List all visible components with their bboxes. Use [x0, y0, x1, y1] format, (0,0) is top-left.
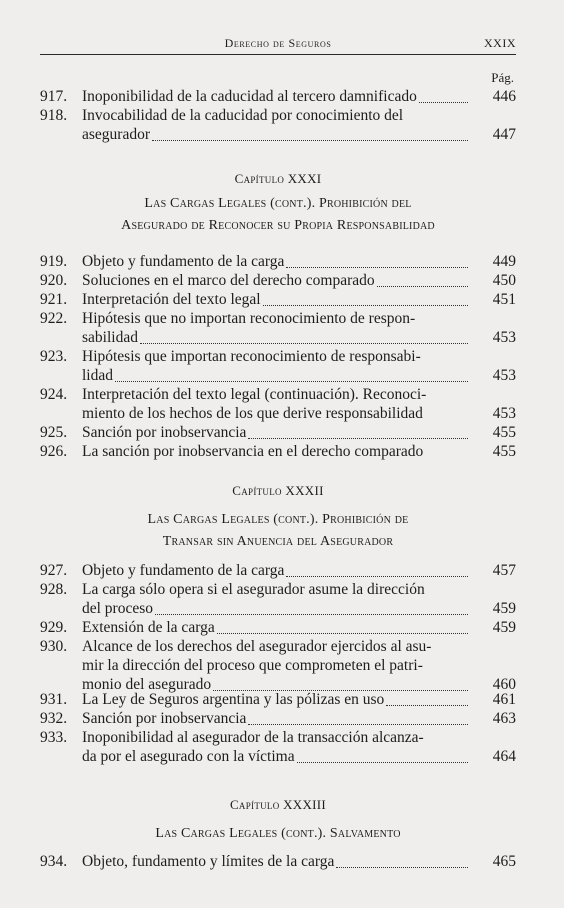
leader-dots [152, 139, 468, 141]
leader-dots [377, 285, 468, 287]
entry-number: 922. [40, 310, 68, 327]
entry-page: 465 [492, 853, 516, 870]
entry-text [82, 852, 470, 871]
entry-text [82, 87, 470, 106]
entry-line: Objeto y fundamento de la carga [82, 562, 285, 579]
entry-page: 446 [492, 88, 516, 105]
entry-number: 930. [40, 638, 68, 655]
entry-page: 455 [492, 443, 516, 460]
toc-entry [40, 87, 516, 106]
entry-text [82, 106, 470, 144]
entry-text [82, 423, 470, 442]
entry-number: 927. [40, 562, 68, 579]
chapter-title-line: Las Cargas Legales (cont.). Prohibición de [147, 512, 409, 527]
page-folio: XXIX [484, 36, 516, 50]
entry-number: 919. [40, 253, 68, 270]
entry-page: 464 [492, 748, 516, 765]
header-rule [40, 54, 516, 55]
entry-page: 453 [492, 329, 516, 346]
entry-line: Extensión de la carga [82, 619, 215, 636]
entry-page: 455 [492, 424, 516, 441]
entry-number: 932. [40, 710, 68, 727]
toc-entry [40, 580, 516, 618]
entry-line: Invocabilidad de la caducidad por conocimiento del [82, 107, 404, 124]
entry-number: 933. [40, 729, 68, 746]
toc-entry [40, 252, 516, 271]
leader-dots [115, 380, 468, 382]
toc-entry [40, 637, 516, 694]
chapter-title-line: Las Cargas Legales (cont.). Prohibición del [144, 196, 412, 211]
leader-dots [286, 266, 468, 268]
leader-dots [263, 304, 468, 306]
entry-line: da por el asegurado con la víctima [82, 748, 295, 765]
entry-line: sabilidad [82, 329, 138, 346]
entry-line: lidad [82, 367, 113, 384]
entry-number: 931. [40, 691, 68, 708]
chapter-heading [40, 483, 516, 553]
entry-page: 460 [492, 676, 516, 693]
entry-line: La sanción por inobservancia en el derecho comparado [82, 443, 424, 460]
entry-text [82, 271, 470, 290]
pag-column-label: Pág. [491, 70, 514, 85]
entry-text [82, 309, 470, 347]
entry-text [82, 637, 470, 694]
entry-page: 461 [492, 691, 516, 708]
entry-text [82, 347, 470, 385]
entry-line: Objeto y fundamento de la carga [82, 253, 285, 270]
entry-line: Sanción por inobservancia [82, 424, 247, 441]
chapter-heading [40, 797, 516, 845]
entry-text [82, 252, 470, 271]
entry-number: 925. [40, 424, 68, 441]
entry-line: Interpretación del texto legal (continuación). Reconoci- [82, 386, 427, 403]
entry-page: 463 [492, 710, 516, 727]
running-title: Derecho de Seguros [224, 36, 332, 50]
entry-number: 920. [40, 272, 68, 289]
chapter-label: Capítulo XXXI [234, 171, 322, 186]
leader-dots [248, 723, 468, 725]
leader-dots [386, 704, 468, 706]
leader-dots [297, 761, 468, 763]
chapter-title [40, 509, 516, 553]
chapter-title-line: Asegurado de Reconocer su Propia Responsabilidad [121, 218, 435, 233]
entry-page: 447 [492, 126, 516, 143]
entry-line: Inoponibilidad al asegurador de la transacción alcanza- [82, 729, 424, 746]
entry-text [82, 709, 470, 728]
toc-entry [40, 290, 516, 309]
toc-entry [40, 385, 516, 423]
toc-entry [40, 106, 516, 144]
entry-page: 450 [492, 272, 516, 289]
entry-number: 929. [40, 619, 68, 636]
toc-entry [40, 442, 516, 461]
entry-number: 928. [40, 581, 68, 598]
toc-entry [40, 423, 516, 442]
entry-text [82, 290, 470, 309]
entry-page: 451 [492, 291, 516, 308]
toc-entry [40, 271, 516, 290]
entry-text [82, 580, 470, 618]
entry-number: 924. [40, 386, 68, 403]
entry-text [82, 618, 470, 637]
entry-line: Hipótesis que no importan reconocimiento de respon- [82, 310, 416, 327]
chapter-title [40, 193, 516, 237]
entry-number: 918. [40, 107, 68, 124]
entry-line: Alcance de los derechos del asegurador ejercidos al asu- [82, 638, 432, 655]
entry-line: Objeto, fundamento y límites de la carga [82, 853, 335, 870]
entry-line: La carga sólo opera si el asegurador asume la dirección [82, 581, 425, 598]
entry-line: del proceso [82, 600, 154, 617]
leader-dots [286, 575, 468, 577]
chapter-label: Capítulo XXXII [232, 483, 324, 498]
entry-text [82, 690, 470, 709]
entry-text [82, 728, 470, 766]
entry-number: 917. [40, 88, 68, 105]
leader-dots [140, 342, 468, 344]
entry-line: monio del asegurado [82, 676, 212, 693]
chapter-heading [40, 171, 516, 237]
entry-line: asegurador [82, 126, 150, 143]
leader-dots [419, 101, 468, 103]
toc-entry [40, 690, 516, 709]
entry-number: 923. [40, 348, 68, 365]
running-head [40, 36, 516, 52]
entry-line: mir la dirección del proceso que comprometen el patri- [82, 657, 423, 674]
leader-dots [155, 613, 468, 615]
toc-entry [40, 709, 516, 728]
leader-dots [217, 632, 468, 634]
entry-page: 453 [492, 405, 516, 422]
chapter-title-line: Las Cargas Legales (cont.). Salvamento [155, 826, 401, 841]
entry-line: La Ley de Seguros argentina y las pólizas en uso [82, 691, 385, 708]
entry-line: Sanción por inobservancia [82, 710, 247, 727]
entry-page: 459 [492, 600, 516, 617]
entry-number: 921. [40, 291, 68, 308]
entry-text [82, 561, 470, 580]
entry-line: miento de los hechos de los que derive responsabilidad [82, 405, 423, 422]
toc-entry [40, 561, 516, 580]
entry-page: 459 [492, 619, 516, 636]
entry-text [82, 442, 470, 461]
entry-number: 926. [40, 443, 68, 460]
entry-page: 449 [492, 253, 516, 270]
leader-dots [248, 437, 468, 439]
entry-page: 453 [492, 367, 516, 384]
chapter-title [40, 823, 516, 845]
toc-entry [40, 347, 516, 385]
toc-entry [40, 309, 516, 347]
toc-entry [40, 618, 516, 637]
chapter-title-line: Transar sin Anuencia del Asegurador [162, 534, 394, 549]
entry-text [82, 385, 470, 423]
toc-entry [40, 728, 516, 766]
entry-line: Soluciones en el marco del derecho comparado [82, 272, 375, 289]
entry-line: Hipótesis que importan reconocimiento de responsabi- [82, 348, 421, 365]
entry-line: Interpretación del texto legal [82, 291, 261, 308]
toc-entry [40, 852, 516, 871]
entry-number: 934. [40, 853, 68, 870]
leader-dots [336, 866, 468, 868]
chapter-label: Capítulo XXXIII [229, 797, 327, 812]
entry-line: Inoponibilidad de la caducidad al tercero damnificado [82, 88, 417, 105]
entry-page: 457 [492, 562, 516, 579]
